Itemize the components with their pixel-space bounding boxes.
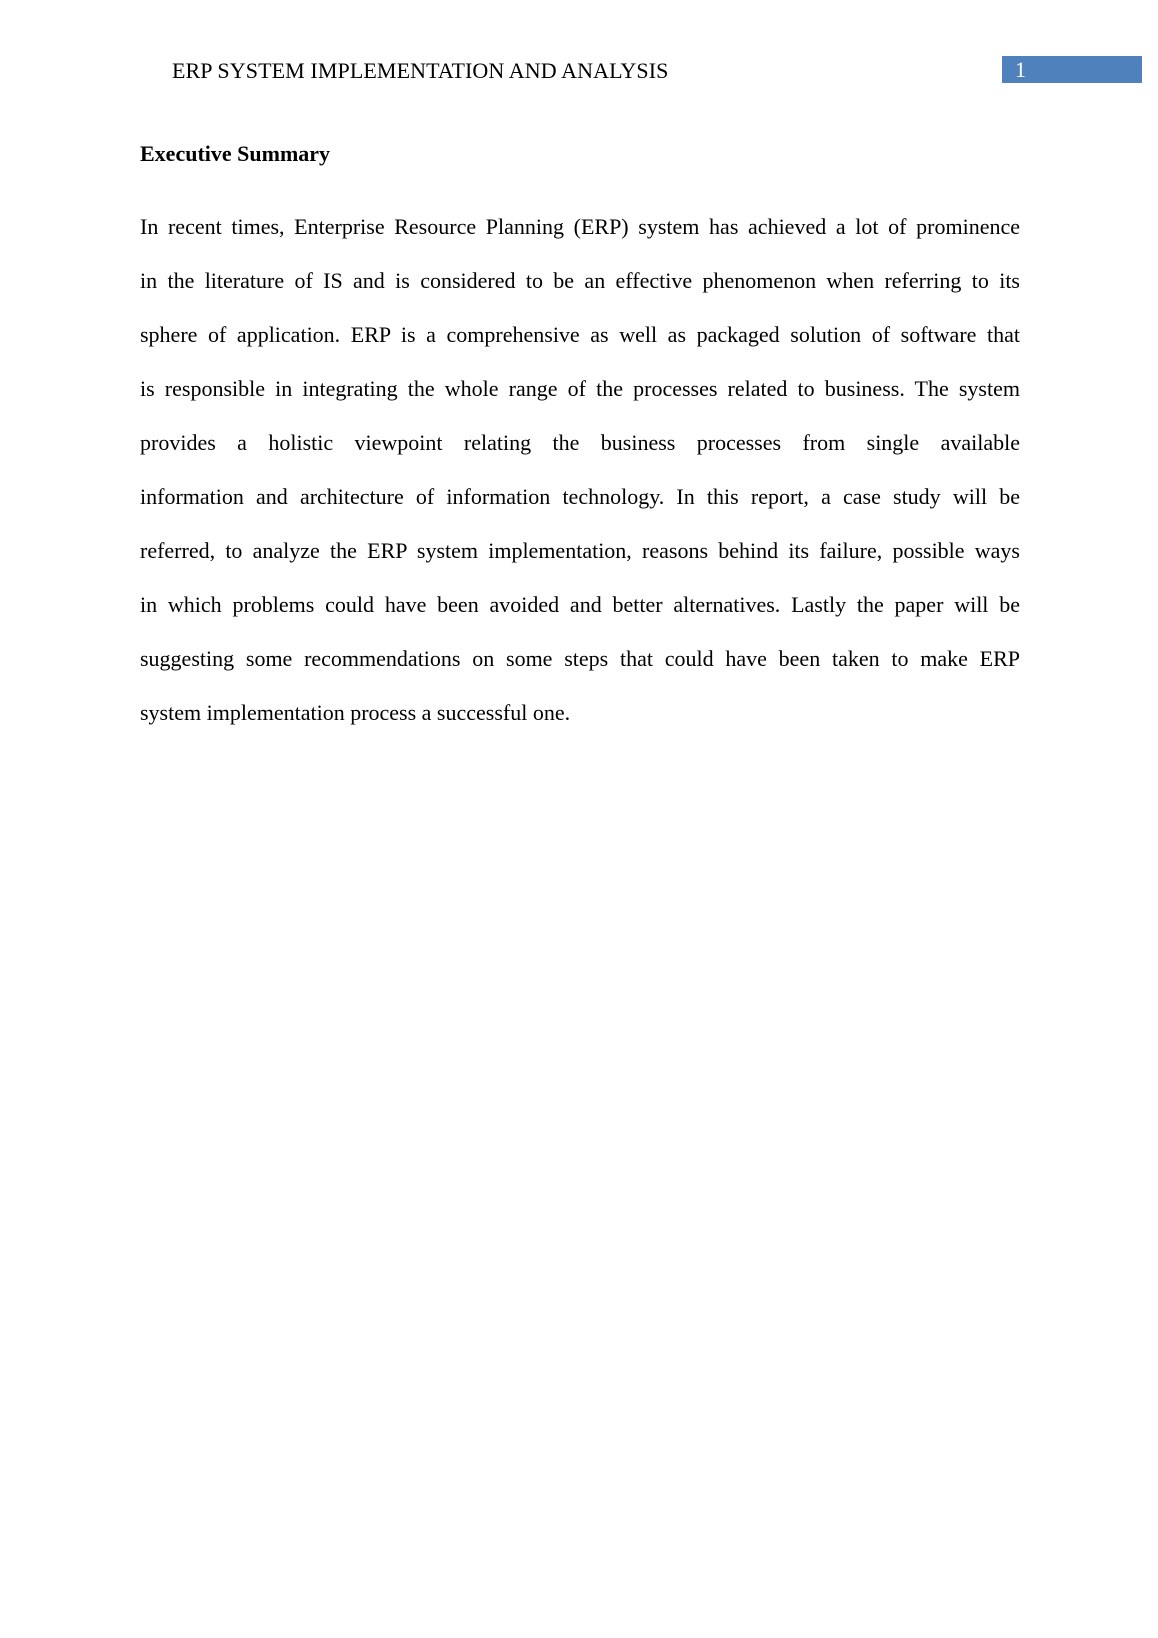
paragraph-line: in the literature of IS and is considered to be an effective phenomenon when referring to its bbox=[140, 268, 1020, 293]
page-number-box bbox=[1002, 56, 1142, 83]
paragraph-line: suggesting some recommendations on some steps that could have been taken to make ERP bbox=[140, 646, 1020, 671]
section-heading: Executive Summary bbox=[140, 141, 331, 166]
paragraph-line: in which problems could have been avoided and better alternatives. Lastly the paper will be bbox=[140, 592, 1020, 617]
paragraph-line: referred, to analyze the ERP system implementation, reasons behind its failure, possible ways bbox=[140, 538, 1020, 563]
paragraph-line: sphere of application. ERP is a comprehensive as well as packaged solution of software that bbox=[140, 322, 1020, 347]
paragraph-line: provides a holistic viewpoint relating the business processes from single available bbox=[140, 430, 1020, 455]
page-number: 1 bbox=[1015, 57, 1026, 82]
paragraph-line: In recent times, Enterprise Resource Planning (ERP) system has achieved a lot of prominence bbox=[140, 214, 1020, 239]
paragraph-line: is responsible in integrating the whole range of the processes related to business. The system bbox=[140, 376, 1020, 401]
paragraph-line: information and architecture of information technology. In this report, a case study will be bbox=[140, 484, 1020, 509]
running-head: ERP SYSTEM IMPLEMENTATION AND ANALYSIS bbox=[172, 58, 669, 83]
paragraph-line: system implementation process a successful one. bbox=[140, 700, 571, 725]
body-paragraph bbox=[140, 212, 1020, 752]
